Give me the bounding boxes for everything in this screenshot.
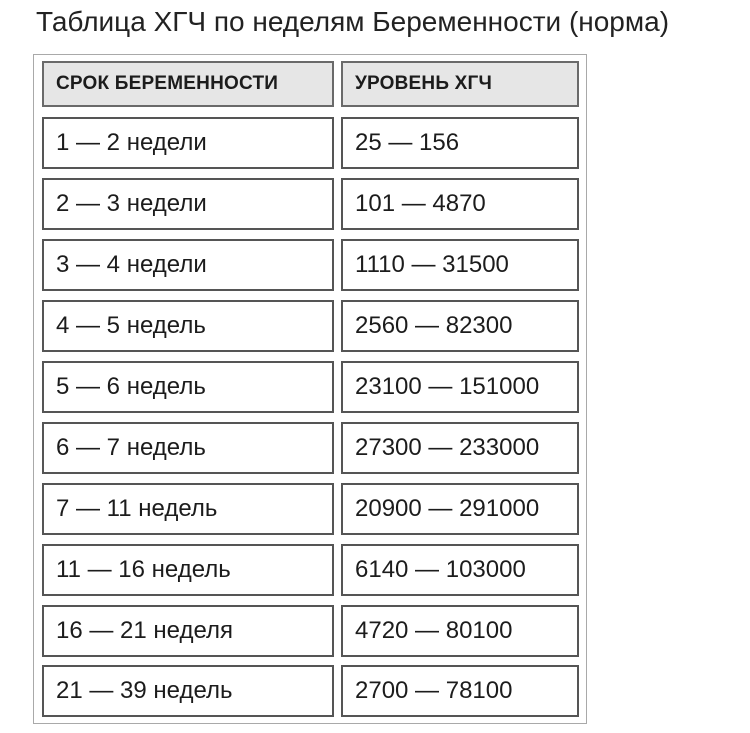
- table-cell-level: 27300 — 233000: [341, 422, 579, 474]
- table-cell-level: 2560 — 82300: [341, 300, 579, 352]
- table-cell-term: 11 — 16 недель: [42, 544, 334, 596]
- page-title: Таблица ХГЧ по неделям Беременности (норма): [36, 6, 670, 37]
- table-cell-term: 7 — 11 недель: [42, 483, 334, 535]
- table-cell-level: 2700 — 78100: [341, 665, 579, 717]
- table-cell-term: 16 — 21 неделя: [42, 605, 334, 657]
- table-cell-level: 20900 — 291000: [341, 483, 579, 535]
- table-cell-level: 6140 — 103000: [341, 544, 579, 596]
- table-cell-level: 101 — 4870: [341, 178, 579, 230]
- table-cell-term: 2 — 3 недели: [42, 178, 334, 230]
- table-cell-level: 25 — 156: [341, 117, 579, 169]
- hcg-table: [33, 54, 587, 724]
- table-cell-term: 6 — 7 недель: [42, 422, 334, 474]
- header-cell-term: СРОК БЕРЕМЕННОСТИ: [42, 61, 334, 107]
- table-cell-level: 1110 — 31500: [341, 239, 579, 291]
- table-cell-level: 23100 — 151000: [341, 361, 579, 413]
- table-cell-level: 4720 — 80100: [341, 605, 579, 657]
- table-cell-term: 5 — 6 недель: [42, 361, 334, 413]
- table-cell-term: 21 — 39 недель: [42, 665, 334, 717]
- table-cell-term: 4 — 5 недель: [42, 300, 334, 352]
- table-cell-term: 1 — 2 недели: [42, 117, 334, 169]
- header-cell-level: УРОВЕНЬ ХГЧ: [341, 61, 579, 107]
- table-cell-term: 3 — 4 недели: [42, 239, 334, 291]
